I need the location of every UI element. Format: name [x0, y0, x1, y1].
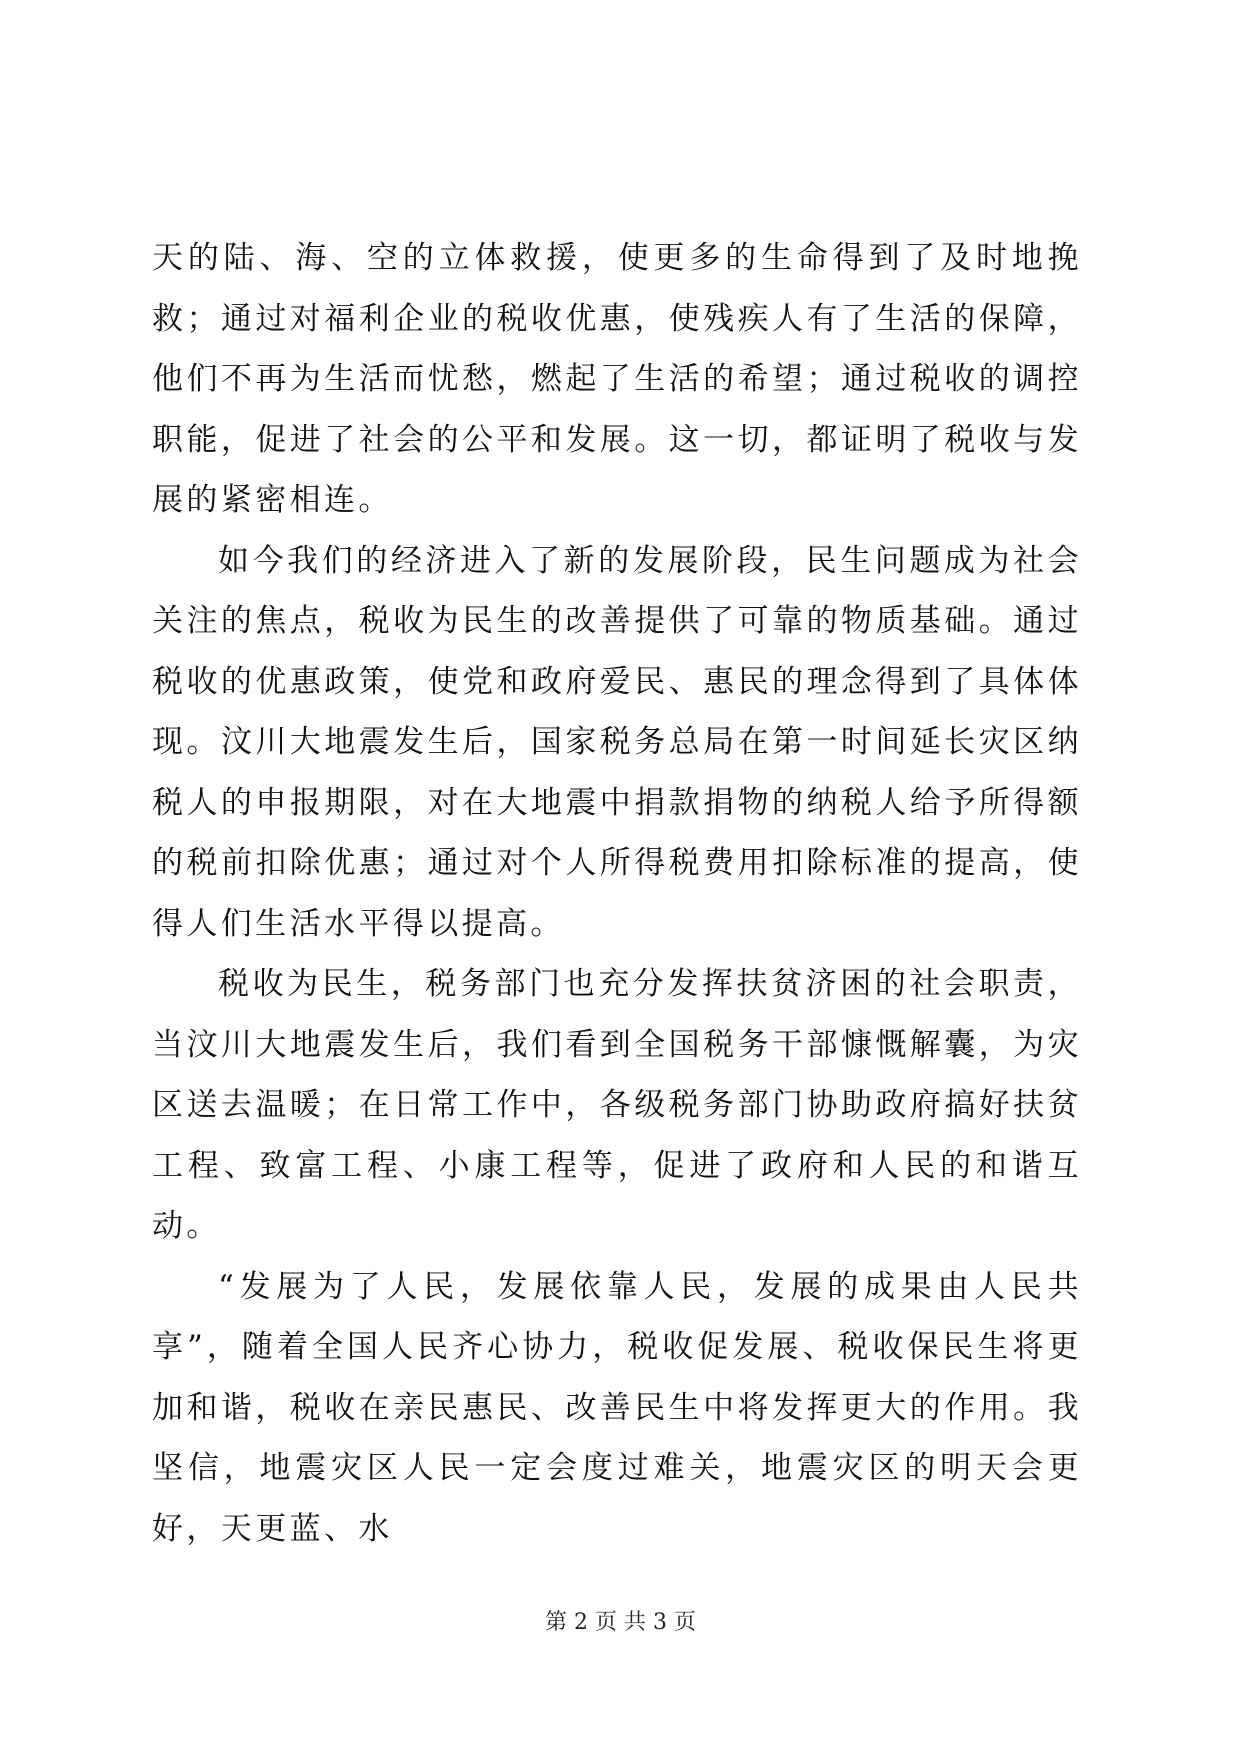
paragraph-1: 天的陆、海、空的立体救援，使更多的生命得到了及时地挽救；通过对福利企业的税收优惠，使残疾人有了生活的保障，他们不再为生活而忧愁，燃起了生活的希望；通过税收的调控职能，促进了社会的公平和发展。这一切，都证明了税收与发展的紧密相连。 — [152, 240, 1082, 518]
paragraph-3: 税收为民生，税务部门也充分发挥扶贫济困的社会职责，当汶川大地震发生后，我们看到全国税务干部慷慨解囊，为灾区送去温暖；在日常工作中，各级税务部门协助政府搞好扶贫工程、致富工程、小康工程等，促进了政府和人民的和谐互动。 — [152, 966, 1082, 1244]
document-body — [152, 228, 1082, 1559]
paragraph-4: “发展为了人民，发展依靠人民，发展的成果由人民共享”，随着全国人民齐心协力，税收促发展、税收保民生将更加和谐，税收在亲民惠民、改善民生中将发挥更大的作用。我坚信，地震灾区人民一定会度过难关，地震灾区的明天会更好，天更蓝、水 — [152, 1268, 1082, 1547]
paragraph-2: 如今我们的经济进入了新的发展阶段，民生问题成为社会关注的焦点，税收为民生的改善提供了可靠的物质基础。通过税收的优惠政策，使党和政府爱民、惠民的理念得到了具体体现。汶川大地震发生后，国家税务总局在第一时间延长灾区纳税人的申报期限，对在大地震中捐款捐物的纳税人给予所得额的税前扣除优惠；通过对个人所得税费用扣除标准的提高，使得人们生活水平得以提高。 — [152, 542, 1082, 942]
page-number-footer: 第 2 页 共 3 页 — [545, 1610, 696, 1635]
